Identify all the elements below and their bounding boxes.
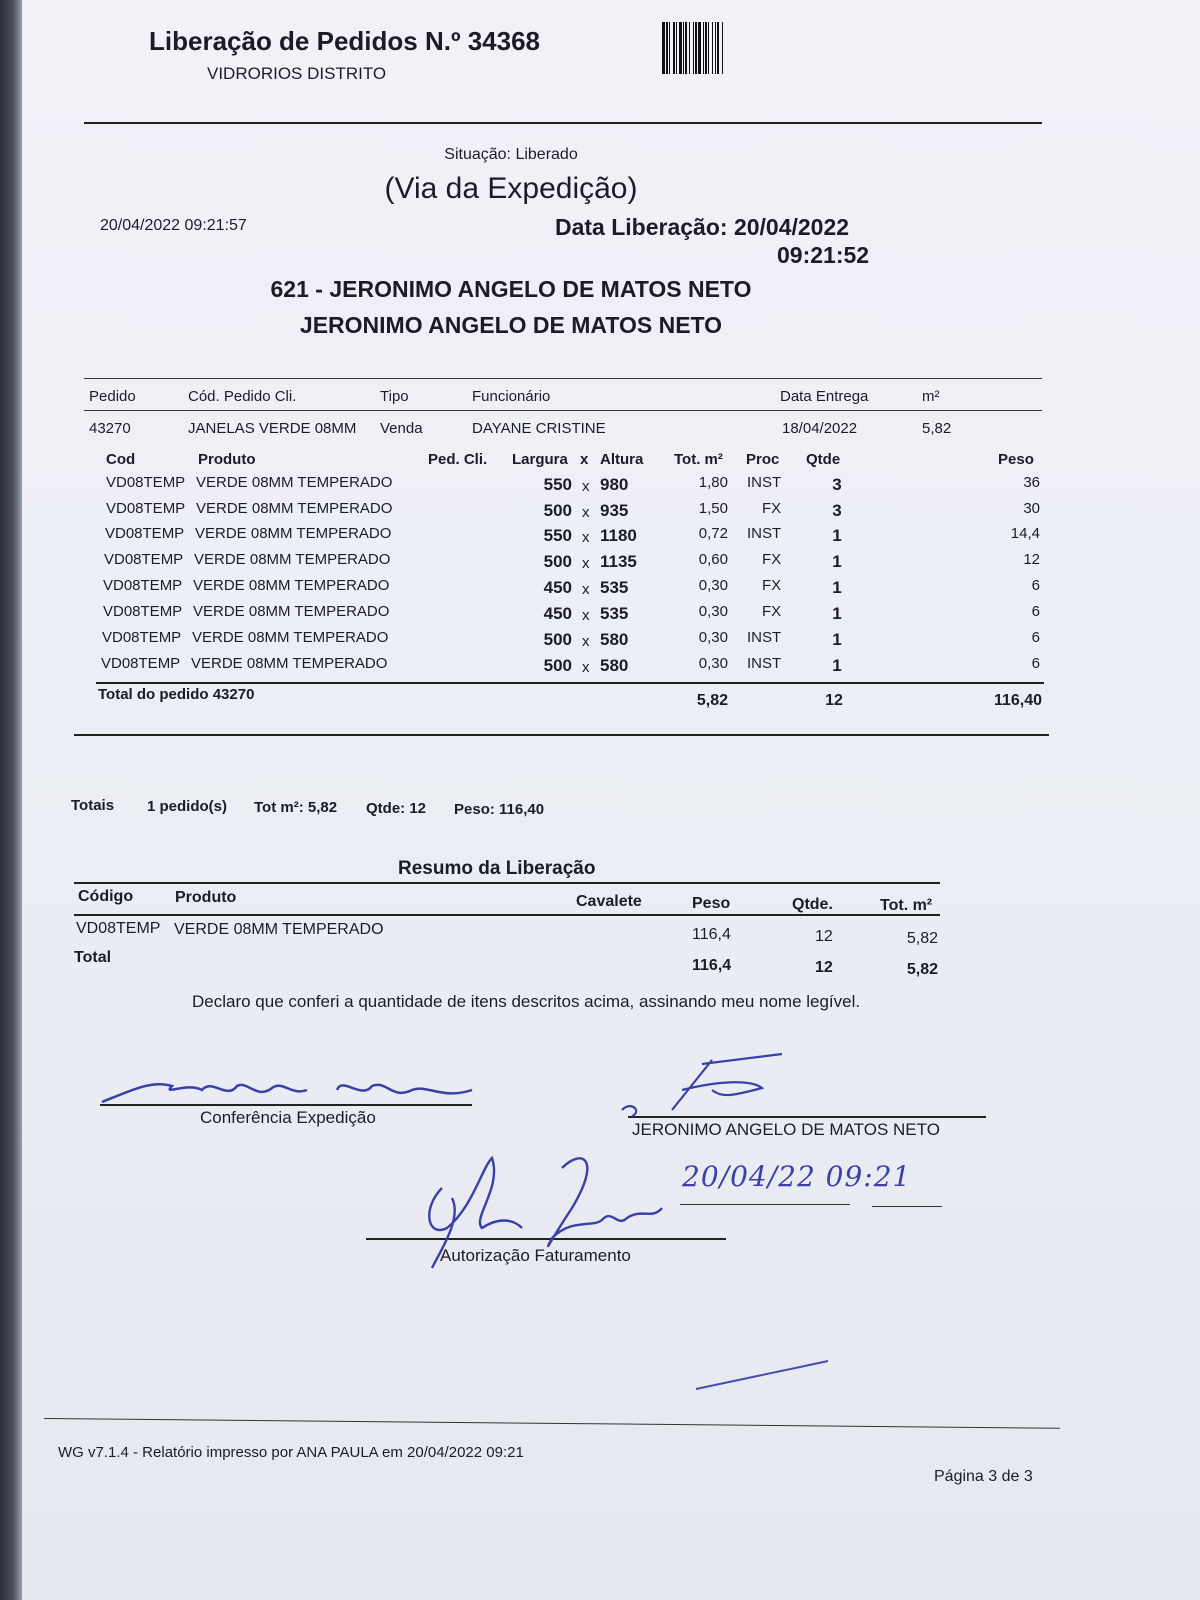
client-name: JERONIMO ANGELO DE MATOS NETO: [299, 312, 723, 338]
item-tot-m2: 1,50: [698, 500, 728, 517]
totais-label: Totais: [71, 797, 115, 814]
item-cod: VD08TEMP: [104, 551, 184, 568]
item-cod: VD08TEMP: [106, 474, 186, 491]
order-number: 43270: [89, 420, 131, 437]
item-proc: INST: [747, 655, 782, 672]
col-header-funcionario: Funcionário: [472, 388, 551, 405]
item-peso: 30: [1023, 500, 1040, 517]
summary-peso: 116,4: [692, 926, 731, 943]
item-cod: VD08TEMP: [103, 603, 183, 620]
item-peso: 6: [1031, 577, 1040, 594]
handwritten-date: 20/04/22 09:21: [682, 1160, 912, 1193]
item-col-tot-m2: Tot. m²: [674, 451, 723, 468]
signature-conferencia: [92, 1060, 482, 1110]
item-peso: 6: [1031, 603, 1040, 620]
time-underline: [872, 1206, 942, 1207]
footer-printed-by: WG v7.1.4 - Relatório impresso por ANA PAULA em 20/04/2022 09:21: [58, 1444, 524, 1461]
item-produto: VERDE 08MM TEMPERADO: [194, 551, 391, 568]
item-peso: 6: [1031, 655, 1040, 672]
summary-produto: VERDE 08MM TEMPERADO: [174, 921, 384, 938]
item-qtde: 1: [832, 526, 842, 545]
item-produto: VERDE 08MM TEMPERADO: [193, 577, 390, 594]
summary-col-produto: Produto: [175, 889, 237, 906]
summary-total-tot-m2: 5,82: [906, 961, 938, 978]
company-name: VIDRORIOS DISTRITO: [207, 64, 387, 83]
item-produto: VERDE 08MM TEMPERADO: [191, 655, 388, 672]
order-delivery-date: 18/04/2022: [782, 420, 858, 437]
item-qtde: 1: [832, 604, 842, 623]
item-largura: 550: [543, 475, 572, 494]
divider: [84, 122, 1042, 124]
totais-peso: Peso: 116,40: [454, 801, 545, 818]
signature-autorizacao: [402, 1148, 682, 1283]
item-cod: VD08TEMP: [103, 577, 183, 594]
item-produto: VERDE 08MM TEMPERADO: [196, 474, 393, 491]
item-x: x: [582, 607, 590, 624]
item-qtde: 1: [832, 656, 842, 675]
status-text: Situação: Liberado: [444, 146, 578, 163]
item-peso: 14,4: [1010, 525, 1040, 542]
item-altura: 580: [600, 656, 629, 675]
item-altura: 1180: [600, 526, 637, 545]
item-tot-m2: 1,80: [698, 474, 728, 491]
item-cod: VD08TEMP: [102, 629, 182, 646]
summary-qtde: 12: [815, 928, 833, 945]
order-type: Venda: [380, 420, 423, 437]
divider: [74, 882, 940, 884]
item-col-ped-cli: Ped. Cli.: [428, 451, 488, 468]
col-header-cod-pedido-cli: Cód. Pedido Cli.: [188, 388, 297, 405]
item-altura: 980: [600, 475, 629, 494]
item-tot-m2: 0,30: [698, 629, 728, 646]
item-proc: FX: [762, 577, 782, 594]
footer-divider: [44, 1418, 1060, 1429]
document-page: [22, 0, 1200, 1600]
item-x: x: [582, 659, 590, 676]
order-total-qtde: 12: [825, 692, 843, 709]
item-produto: VERDE 08MM TEMPERADO: [195, 525, 392, 542]
item-col-largura: Largura: [512, 451, 568, 468]
page-edge-shadow: [0, 0, 22, 1600]
item-col-cod: Cod: [106, 451, 136, 468]
summary-codigo: VD08TEMP: [76, 920, 161, 937]
signature-label-conferencia: Conferência Expedição: [200, 1108, 376, 1127]
summary-col-peso: Peso: [692, 895, 731, 912]
order-employee: DAYANE CRISTINE: [472, 420, 606, 437]
footer-page-number: Página 3 de 3: [934, 1468, 1033, 1485]
document-title: Liberação de Pedidos N.º 34368: [149, 26, 540, 56]
item-qtde: 1: [832, 552, 842, 571]
divider: [74, 914, 940, 916]
order-total-peso: 116,40: [993, 692, 1042, 709]
totais-pedidos: 1 pedido(s): [147, 798, 228, 815]
order-total-label: Total do pedido 43270: [98, 686, 255, 703]
item-x: x: [582, 633, 590, 650]
col-header-data-entrega: Data Entrega: [780, 388, 869, 405]
divider: [84, 410, 1042, 411]
divider: [96, 682, 1044, 684]
item-largura: 500: [543, 656, 572, 675]
item-col-qtde: Qtde: [806, 451, 841, 468]
item-tot-m2: 0,72: [698, 525, 728, 542]
item-x: x: [582, 555, 590, 572]
summary-total-qtde: 12: [815, 959, 833, 976]
item-altura: 535: [600, 578, 629, 597]
summary-col-cavalete: Cavalete: [576, 893, 642, 910]
item-cod: VD08TEMP: [101, 655, 181, 672]
item-proc: FX: [762, 500, 782, 517]
pen-mark: [692, 1355, 832, 1395]
order-client-code: JANELAS VERDE 08MM: [188, 420, 357, 437]
declaration-text: Declaro que conferi a quantidade de itens descritos acima, assinando meu nome legível.: [192, 992, 861, 1011]
item-col-produto: Produto: [198, 451, 256, 468]
item-altura: 580: [600, 630, 629, 649]
item-x: x: [582, 504, 590, 521]
item-tot-m2: 0,60: [698, 551, 728, 568]
item-proc: INST: [747, 629, 782, 646]
item-largura: 450: [543, 578, 572, 597]
date-underline: [680, 1204, 850, 1205]
item-proc: FX: [762, 551, 782, 568]
item-proc: INST: [747, 525, 782, 542]
signature-client: [612, 1050, 812, 1120]
item-altura: 535: [600, 604, 629, 623]
release-date: Data Liberação: 20/04/2022: [555, 214, 850, 240]
summary-col-qtde: Qtde.: [792, 896, 833, 913]
item-col-altura: Altura: [600, 451, 644, 468]
barcode: [662, 22, 830, 74]
divider: [74, 734, 1049, 736]
summary-total-label: Total: [74, 949, 112, 966]
item-cod: VD08TEMP: [105, 525, 185, 542]
item-col-proc: Proc: [746, 451, 780, 468]
order-m2: 5,82: [922, 420, 952, 437]
order-total-m2: 5,82: [696, 692, 728, 709]
item-largura: 500: [543, 501, 572, 520]
item-qtde: 1: [832, 578, 842, 597]
summary-col-codigo: Código: [78, 888, 134, 905]
item-col-x: x: [580, 451, 589, 468]
item-x: x: [582, 478, 590, 495]
summary-total-peso: 116,4: [692, 957, 732, 974]
item-peso: 12: [1023, 551, 1040, 568]
summary-title: Resumo da Liberação: [398, 858, 596, 879]
item-peso: 6: [1031, 629, 1040, 646]
divider: [84, 378, 1042, 379]
item-largura: 450: [543, 604, 572, 623]
barcode-bar: [723, 22, 724, 74]
item-largura: 500: [543, 630, 572, 649]
item-produto: VERDE 08MM TEMPERADO: [192, 629, 389, 646]
col-header-pedido: Pedido: [89, 388, 136, 405]
item-x: x: [582, 581, 590, 598]
item-peso: 36: [1023, 474, 1040, 491]
via-label: (Via da Expedição): [384, 172, 638, 205]
col-header-m2: m²: [922, 388, 940, 405]
summary-col-tot-m2: Tot. m²: [880, 897, 933, 914]
item-produto: VERDE 08MM TEMPERADO: [193, 603, 390, 620]
item-cod: VD08TEMP: [106, 500, 186, 517]
item-col-peso: Peso: [998, 451, 1034, 468]
client-code-line: 621 - JERONIMO ANGELO DE MATOS NETO: [270, 276, 752, 302]
summary-tot-m2: 5,82: [906, 930, 938, 947]
item-tot-m2: 0,30: [698, 603, 728, 620]
item-largura: 550: [543, 526, 572, 545]
item-tot-m2: 0,30: [698, 577, 728, 594]
printed-timestamp: 20/04/2022 09:21:57: [100, 217, 247, 234]
item-altura: 935: [600, 501, 629, 520]
item-qtde: 3: [832, 475, 842, 494]
totais-m2: Tot m²: 5,82: [254, 799, 338, 816]
item-altura: 1135: [600, 552, 637, 571]
totais-qtde: Qtde: 12: [366, 800, 427, 817]
item-qtde: 1: [832, 630, 842, 649]
signature-label-client: JERONIMO ANGELO DE MATOS NETO: [632, 1120, 940, 1139]
item-produto: VERDE 08MM TEMPERADO: [196, 500, 393, 517]
signature-label-autorizacao: Autorização Faturamento: [440, 1246, 631, 1265]
item-x: x: [582, 529, 590, 546]
release-time: 09:21:52: [777, 242, 870, 268]
item-tot-m2: 0,30: [698, 655, 728, 672]
col-header-tipo: Tipo: [380, 388, 409, 405]
item-largura: 500: [543, 552, 572, 571]
item-proc: INST: [747, 474, 782, 491]
item-qtde: 3: [832, 501, 842, 520]
item-proc: FX: [762, 603, 782, 620]
